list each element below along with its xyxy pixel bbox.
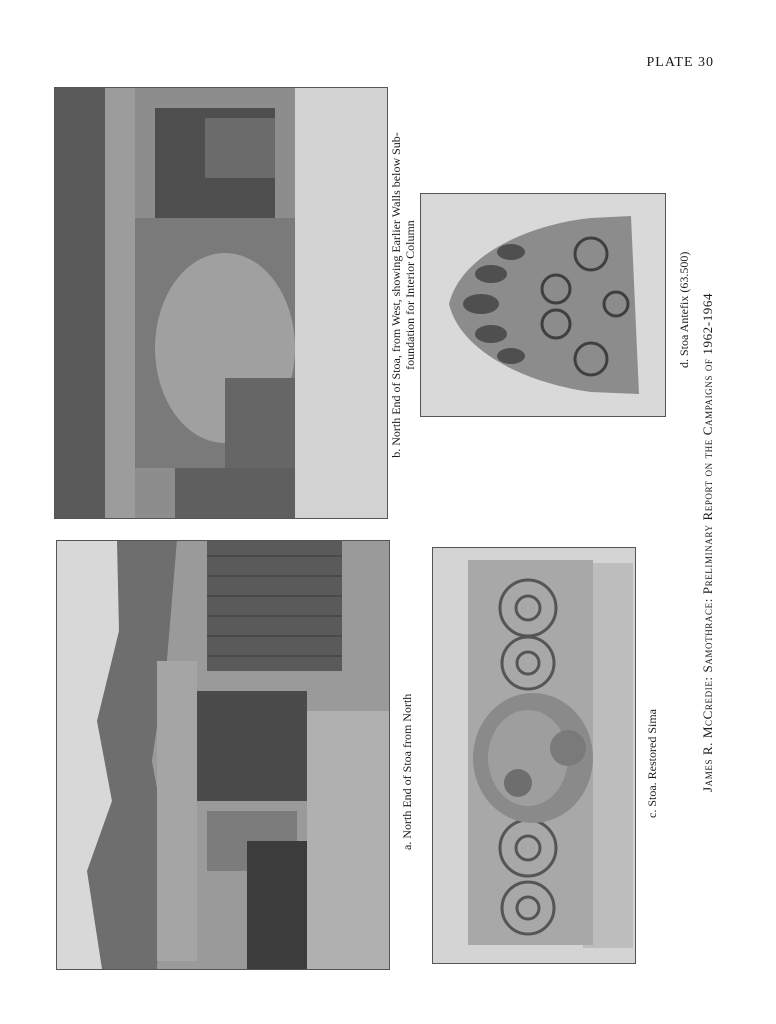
photo-c-restored-sima (432, 547, 636, 964)
running-title: James R. McCredie: Samothrace: Preliminary Report on the Campaigns of 1962-1964 (700, 292, 715, 792)
caption-b (389, 120, 417, 470)
caption-d: d. Stoa Antefix (63.500) (677, 251, 691, 368)
photo-b-stoa-west (54, 87, 388, 519)
plate-number: PLATE 30 (646, 55, 714, 70)
photo-d-antefix (420, 193, 666, 417)
caption-c: c. Stoa. Restored Sima (645, 709, 659, 818)
caption-a: a. North End of Stoa from North (400, 693, 414, 850)
caption-b-line1: b. North End of Stoa, from West, showing Earlier Walls below Sub- (389, 132, 403, 458)
caption-b-line2: foundation for Interior Column (403, 220, 417, 370)
photo-a-stoa-north (56, 540, 390, 970)
